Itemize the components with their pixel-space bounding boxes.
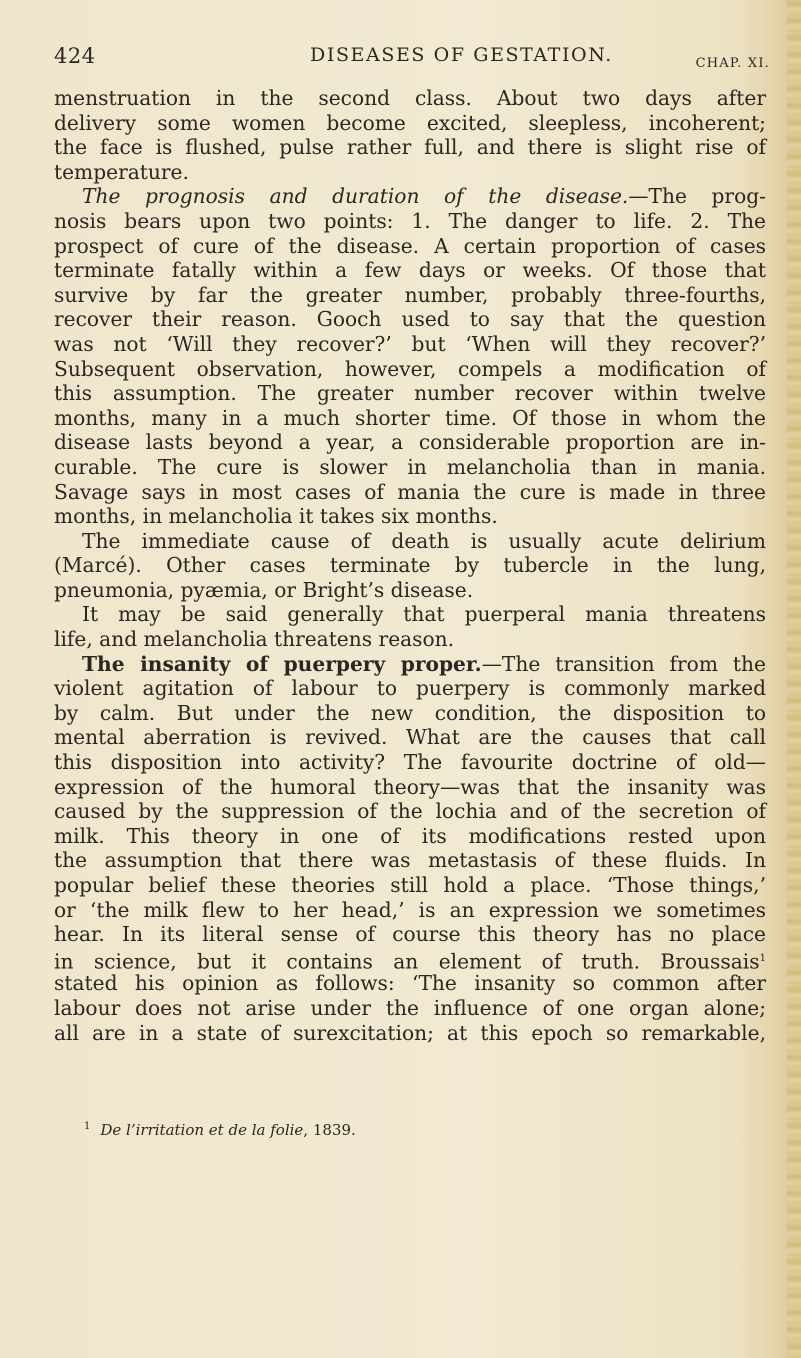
chapter-label: CHAP. XI. bbox=[695, 56, 770, 71]
text-line: expression of the humoral theory—was that the insanity was bbox=[54, 774, 766, 799]
text-line: pneumonia, pyæmia, or Bright’s disease. bbox=[54, 577, 474, 602]
text-line: all are in a state of surexcitation; at this epoch so remarkable, bbox=[54, 1020, 766, 1045]
text-line: Subsequent observation, however, compels a modification of bbox=[54, 356, 766, 381]
text-line: (Marcé). Other cases terminate by tubercle in the lung, bbox=[54, 553, 766, 578]
footnote-title: De l’irritation et de la folie bbox=[100, 1121, 304, 1139]
footnote-marker: 1 bbox=[84, 1121, 91, 1132]
text-line: violent agitation of labour to puerpery is commonly marked bbox=[54, 676, 766, 701]
text-line: stated his opinion as follows: ‘The insanity so common after bbox=[54, 971, 766, 996]
text-line: delivery some women become excited, sleepless, incoherent; bbox=[54, 110, 766, 135]
text-line: recover their reason. Gooch used to say that the question bbox=[54, 307, 766, 332]
text-line: or ‘the milk flew to her head,’ is an expression we sometimes bbox=[54, 897, 766, 922]
text-line: temperature. bbox=[54, 159, 189, 184]
footnote-reference: 1 bbox=[759, 952, 766, 964]
text-line: the assumption that there was metastasis of these fluids. In bbox=[54, 848, 766, 873]
page-number: 424 bbox=[54, 44, 96, 68]
text-line: terminate fatally within a few days or weeks. Of those that bbox=[54, 258, 766, 283]
text-line: labour does not arise under the influence of one organ alone; bbox=[54, 995, 766, 1020]
text-line: prospect of cure of the disease. A certain proportion of cases bbox=[54, 233, 766, 258]
text-line: life, and melancholia threatens reason. bbox=[54, 627, 455, 652]
text-line: menstruation in the second class. About two days after bbox=[54, 86, 766, 110]
text-line: the face is flushed, pulse rather full, and there is slight rise of bbox=[54, 135, 766, 160]
section-heading-prognosis: The prognosis and duration of the disease. bbox=[82, 184, 629, 209]
text-line: disease lasts beyond a year, a considerable proportion are in- bbox=[54, 430, 766, 455]
text-line: popular belief these theories still hold a place. ‘Those things,’ bbox=[54, 873, 766, 897]
section-heading-line bbox=[54, 184, 766, 209]
section-heading-line bbox=[54, 652, 766, 677]
text-line: The immediate cause of death is usually acute delirium bbox=[82, 528, 766, 553]
text-line: this assumption. The greater number recover within twelve bbox=[54, 381, 766, 406]
text-line: survive by far the greater number, probably three-fourths, bbox=[54, 282, 766, 307]
page-header bbox=[54, 44, 770, 78]
text-line: was not ‘Will they recover?’ but ‘When will they recover?’ bbox=[54, 331, 766, 356]
text-line: months, in melancholia it takes six months. bbox=[54, 504, 498, 529]
text-line: milk. This theory in one of its modifications rested upon bbox=[54, 823, 766, 848]
running-title: DISEASES OF GESTATION. bbox=[310, 44, 613, 66]
text-line: It may be said generally that puerperal mania threatens bbox=[82, 602, 766, 627]
text-line bbox=[54, 947, 766, 972]
section-heading-insanity: The insanity of puerpery proper. bbox=[82, 651, 482, 676]
text-line: by calm. But under the new condition, the disposition to bbox=[54, 700, 766, 725]
footnote-year: , 1839. bbox=[303, 1121, 356, 1139]
page-edge bbox=[787, 0, 801, 1358]
text-line: hear. In its literal sense of course this theory has no place bbox=[54, 922, 766, 947]
body-text bbox=[54, 86, 766, 1045]
text-span: in science, but it contains an element of truth. Broussais bbox=[54, 949, 760, 974]
footnote bbox=[84, 1121, 356, 1139]
text-span: —The prog- bbox=[628, 184, 766, 209]
text-line: curable. The cure is slower in melancholia than in mania. bbox=[54, 454, 766, 479]
text-line: mental aberration is revived. What are the causes that call bbox=[54, 725, 766, 750]
text-line: months, many in a much shorter time. Of those in whom the bbox=[54, 405, 766, 430]
text-line: this disposition into activity? The favourite doctrine of old— bbox=[54, 750, 766, 775]
text-line: nosis bears upon two points: 1. The danger to life. 2. The bbox=[54, 208, 766, 233]
text-line: Savage says in most cases of mania the cure is made in three bbox=[54, 479, 766, 504]
text-span: —The transition from the bbox=[481, 651, 766, 676]
text-line: caused by the suppression of the lochia and of the secretion of bbox=[54, 799, 766, 824]
